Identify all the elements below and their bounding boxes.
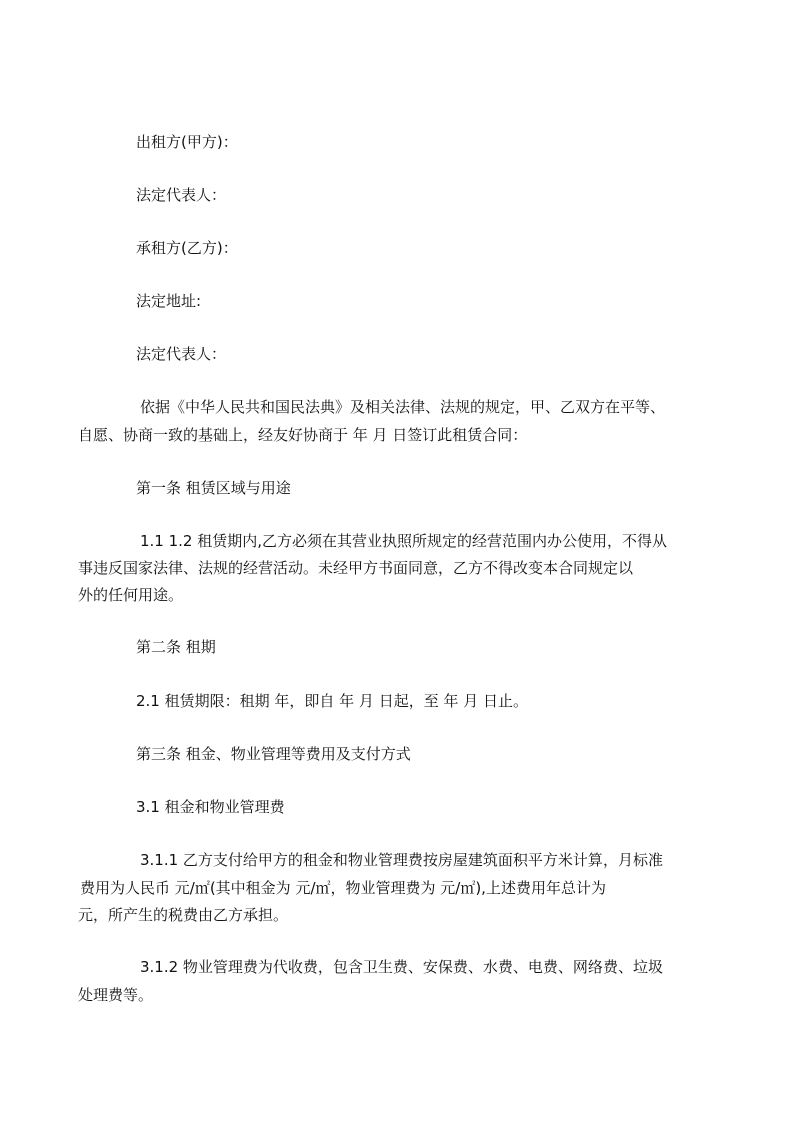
clause-3-1-2-line-1: 3.1.2 物业管理费为代收费，包含卫生费、安保费、水费、电费、网络费、垃圾 [140, 958, 663, 976]
clause-3-1-1-line-1: 3.1.1 乙方支付给甲方的租金和物业管理费按房屋建筑面积平方米计算，月标准 [140, 851, 663, 869]
lessee-representative-line: 法定代表人： [136, 345, 227, 363]
clause-2-1: 2.1 租赁期限：租期 年，即自 年 月 日起，至 年 月 日止。 [136, 692, 529, 710]
clause-3-1-heading: 3.1 租金和物业管理费 [136, 798, 285, 816]
article-2-heading: 第二条 租期 [136, 638, 216, 656]
clause-3-1-2-line-2: 处理费等。 [78, 986, 154, 1004]
lessor-line: 出租方(甲方)： [136, 133, 238, 151]
clause-1-1-line-1: 1.1 1.2 租赁期内,乙方必须在其营业执照所规定的经营范围内办公使用，不得从 [140, 532, 668, 550]
article-3-heading: 第三条 租金、物业管理等费用及支付方式 [136, 745, 411, 763]
preamble-line-2: 自愿、协商一致的基础上，经友好协商于 年 月 日签订此租赁合同： [78, 426, 528, 444]
lessee-address-line: 法定地址: [136, 292, 202, 310]
clause-1-1-line-3: 外的任何用途。 [78, 586, 184, 604]
clause-3-1-1-line-3: 元，所产生的税费由乙方承担。 [78, 906, 289, 924]
article-1-heading: 第一条 租赁区域与用途 [136, 479, 291, 497]
clause-1-1-line-2: 事违反国家法律、法规的经营活动。未经甲方书面同意，乙方不得改变本合同规定以 [78, 559, 634, 577]
lessee-line: 承租方(乙方)： [136, 239, 238, 257]
preamble-line-1: 依据《中华人民共和国民法典》及相关法律、法规的规定，甲、乙双方在平等、 [140, 398, 666, 416]
clause-3-1-1-line-2: 费用为人民币 元/㎡(其中租金为 元/㎡，物业管理费为 元/㎡),上述费用年总计为 [80, 879, 606, 897]
lessor-representative-line: 法定代表人： [136, 186, 227, 204]
